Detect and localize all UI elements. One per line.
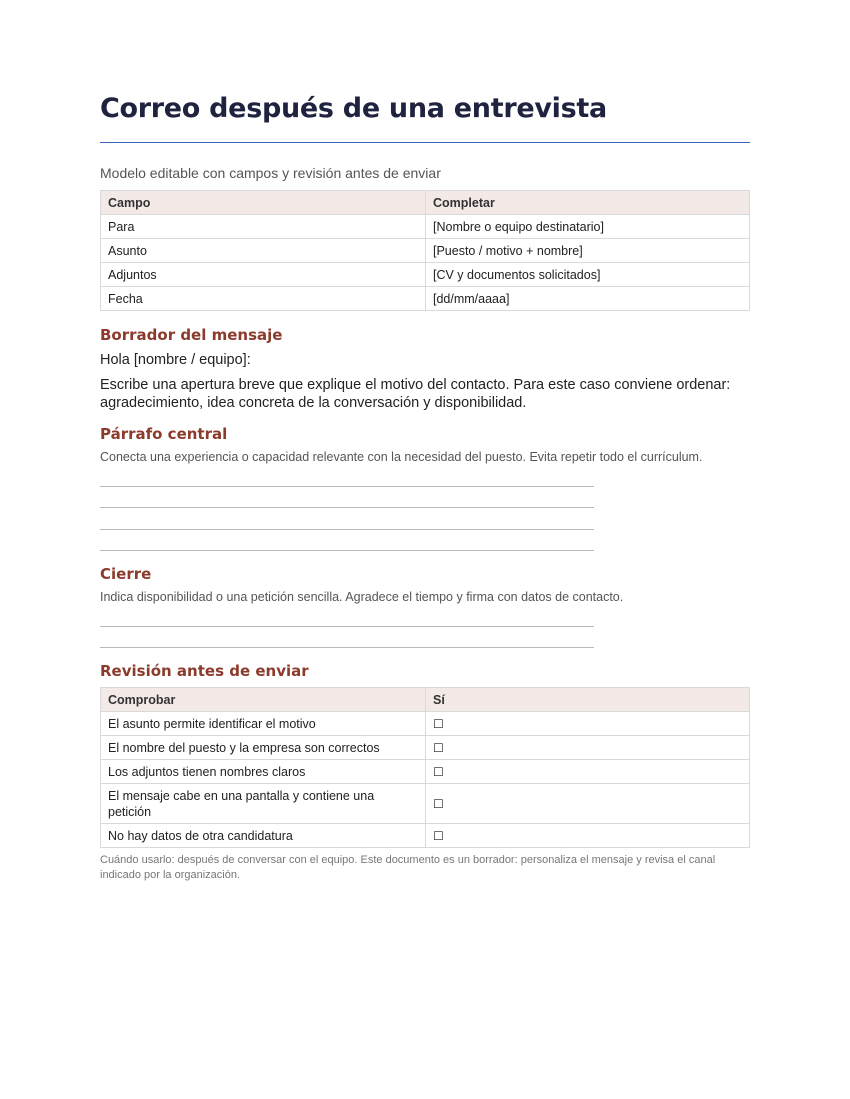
page-title: Correo después de una entrevista xyxy=(100,93,607,124)
draft-greeting[interactable]: Hola [nombre / equipo]: xyxy=(100,352,251,368)
closing-hint: Indica disponibilidad o una petición sencilla. Agradece el tiempo y firma con datos de contacto. xyxy=(100,590,624,604)
review-item: El nombre del puesto y la empresa son correctos xyxy=(101,736,426,760)
draft-opening[interactable]: Escribe una apertura breve que explique el motivo del contacto. Para este caso conviene ordenar: agradecimiento, idea concreta de la conversación y disponibilidad. xyxy=(100,377,731,411)
checkbox-icon[interactable]: ☐ xyxy=(426,736,750,760)
table-header-row xyxy=(101,688,750,712)
table-row xyxy=(101,712,750,736)
table-row xyxy=(101,239,750,263)
writing-line[interactable] xyxy=(100,550,594,551)
review-heading: Revisión antes de enviar xyxy=(100,662,309,680)
field-value[interactable]: [dd/mm/aaaa] xyxy=(426,287,750,311)
field-value[interactable]: [CV y documentos solicitados] xyxy=(426,263,750,287)
closing-heading: Cierre xyxy=(100,565,152,583)
writing-line[interactable] xyxy=(100,529,594,530)
table-row xyxy=(101,824,750,848)
review-item: Los adjuntos tienen nombres claros xyxy=(101,760,426,784)
table-row xyxy=(101,736,750,760)
review-item: El asunto permite identificar el motivo xyxy=(101,712,426,736)
table-row xyxy=(101,263,750,287)
review-item: No hay datos de otra candidatura xyxy=(101,824,426,848)
table-row xyxy=(101,784,750,824)
table-row xyxy=(101,215,750,239)
field-label: Fecha xyxy=(101,287,426,311)
writing-line[interactable] xyxy=(100,647,594,648)
checkbox-icon[interactable]: ☐ xyxy=(426,784,750,824)
field-value[interactable]: [Puesto / motivo + nombre] xyxy=(426,239,750,263)
footnote: Cuándo usarlo: después de conversar con el equipo. Este documento es un borrador: personaliza el mensaje y revisa el canal indicado por la organización. xyxy=(100,854,716,881)
review-table xyxy=(100,687,750,848)
fields-table xyxy=(100,190,750,311)
writing-line[interactable] xyxy=(100,507,594,508)
table-row xyxy=(101,760,750,784)
checkbox-icon[interactable]: ☐ xyxy=(426,760,750,784)
writing-line[interactable] xyxy=(100,486,594,487)
field-label: Adjuntos xyxy=(101,263,426,287)
field-label: Asunto xyxy=(101,239,426,263)
draft-heading: Borrador del mensaje xyxy=(100,326,283,344)
field-label: Para xyxy=(101,215,426,239)
table-row xyxy=(101,287,750,311)
header-si: Sí xyxy=(426,688,750,712)
checkbox-icon[interactable]: ☐ xyxy=(426,712,750,736)
header-campo: Campo xyxy=(101,191,426,215)
central-hint: Conecta una experiencia o capacidad relevante con la necesidad del puesto. Evita repetir todo el currículum. xyxy=(100,450,703,464)
writing-line[interactable] xyxy=(100,626,594,627)
field-value[interactable]: [Nombre o equipo destinatario] xyxy=(426,215,750,239)
subtitle: Modelo editable con campos y revisión antes de enviar xyxy=(100,165,441,181)
header-comprobar: Comprobar xyxy=(101,688,426,712)
table-header-row xyxy=(101,191,750,215)
title-rule xyxy=(100,142,750,143)
central-heading: Párrafo central xyxy=(100,425,228,443)
review-item: El mensaje cabe en una pantalla y contiene una petición xyxy=(101,784,426,824)
checkbox-icon[interactable]: ☐ xyxy=(426,824,750,848)
header-completar: Completar xyxy=(426,191,750,215)
